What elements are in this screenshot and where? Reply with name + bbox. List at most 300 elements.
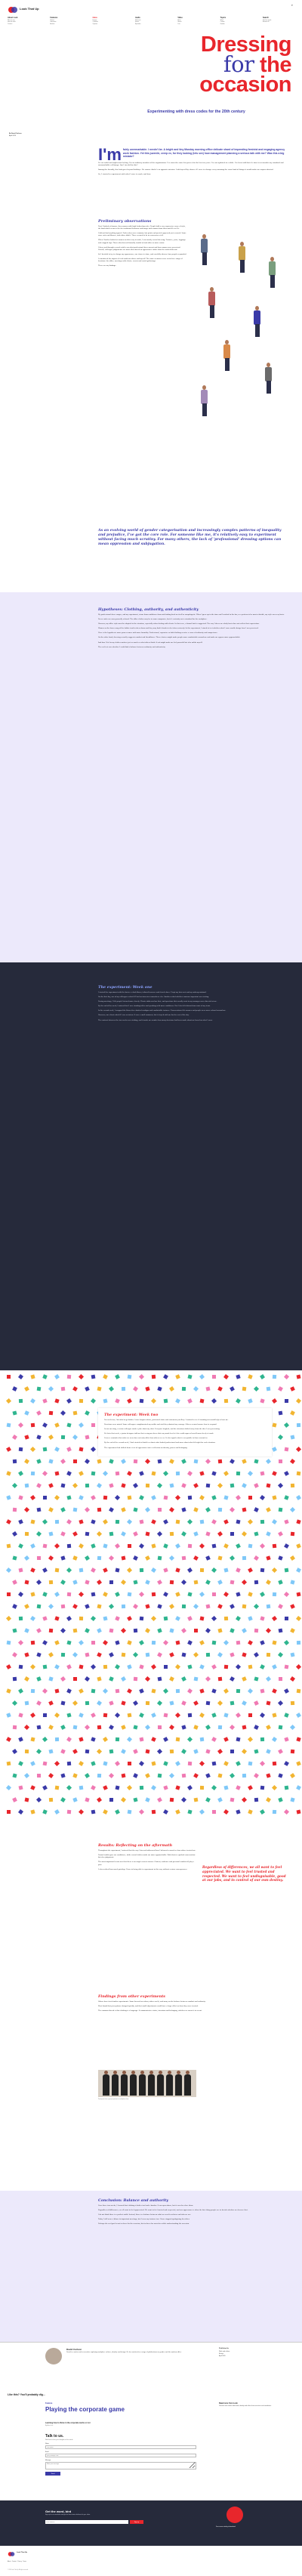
feature-title-link[interactable]: Playing the corporate game xyxy=(45,2406,125,2413)
confetti-shape xyxy=(121,1797,126,1802)
confetti-shape xyxy=(242,1652,246,1657)
confetti-shape xyxy=(248,1496,252,1500)
paragraph: Today I still wear a blazer to important meetings, but I wear my trainers too. I have stopped apologising for either. xyxy=(98,2219,190,2221)
photo-figure xyxy=(112,2074,119,2096)
confetti-shape xyxy=(163,1568,168,1572)
confetti-shape xyxy=(163,1640,168,1645)
confetti-shape xyxy=(266,1749,271,1754)
confetti-shape xyxy=(19,1399,23,1403)
nav-item[interactable]: Essays xyxy=(92,20,97,21)
confetti-shape xyxy=(91,1737,95,1741)
catalog-art-icon[interactable] xyxy=(226,2507,243,2523)
nav-item[interactable]: Find an article xyxy=(262,20,272,21)
confetti-shape xyxy=(223,1785,228,1790)
confetti-shape xyxy=(181,1749,186,1754)
confetti-shape xyxy=(205,1749,210,1753)
confetti-shape xyxy=(176,1641,180,1645)
confetti-shape xyxy=(91,1447,96,1452)
confetti-shape xyxy=(146,1484,149,1487)
confetti-shape xyxy=(109,1580,113,1584)
catalog-caption[interactable]: Free career catalog to download xyxy=(216,2526,236,2528)
paragraph: On the other hand, dressing casually suggests comfort and friendliness. These choices might make people more comfortable around me and make me appear more approachable. xyxy=(98,637,241,639)
paragraph: Here is the hypothesis: more power comes with more formality. Professional, expensive or bold clothing creates a sense of authority and competence. xyxy=(98,632,218,635)
confetti-shape xyxy=(25,1798,29,1802)
confetti-shape xyxy=(91,1761,95,1765)
confetti-shape xyxy=(175,1495,180,1500)
section-heading: Conclusion: Balance and authority xyxy=(98,2198,169,2203)
confetti-shape xyxy=(18,1592,23,1597)
confetti-shape xyxy=(211,1495,216,1500)
confetti-shape xyxy=(85,1725,90,1730)
confetti-shape xyxy=(109,1773,114,1778)
feature-label: Feature xyxy=(45,2402,53,2405)
confetti-shape xyxy=(91,1713,96,1718)
confetti-shape xyxy=(267,1484,271,1488)
confetti-shape xyxy=(151,1495,156,1500)
confetti-shape xyxy=(19,1665,23,1669)
confetti-shape xyxy=(290,1773,295,1778)
confetti-shape xyxy=(272,1471,277,1476)
confetti-shape xyxy=(72,1652,78,1657)
confetti-shape xyxy=(97,1386,101,1391)
read-more-title[interactable]: Read more from Look xyxy=(219,2402,238,2405)
confetti-shape xyxy=(79,1809,84,1815)
nav-item[interactable]: Culture xyxy=(220,21,225,23)
section-body xyxy=(98,2001,287,2012)
send-button[interactable]: Send xyxy=(45,2472,60,2476)
confetti-shape xyxy=(122,1387,125,1391)
confetti-shape xyxy=(91,1568,96,1573)
confetti-shape xyxy=(97,1459,101,1463)
confetti-shape xyxy=(66,1471,72,1476)
confetti-shape xyxy=(79,1399,83,1403)
confetti-shape xyxy=(61,1653,65,1657)
person-figure xyxy=(264,363,273,394)
confetti-shape xyxy=(248,1544,253,1549)
paragraph: For week two, I decided to go bolder. I wore bright colours, patterned shirts and statement jewellery. I wanted to see if standing out would help or hurt me. xyxy=(104,1419,229,1421)
confetti-shape xyxy=(103,1737,108,1742)
confetti-shape xyxy=(103,1665,107,1669)
confetti-shape xyxy=(182,1605,186,1608)
person-figure xyxy=(238,242,246,273)
confetti-shape xyxy=(242,1556,246,1560)
confetti-shape xyxy=(103,1519,108,1524)
confetti-shape xyxy=(6,1447,11,1452)
author-side-item[interactable]: Essays xyxy=(219,2353,224,2355)
confetti-shape xyxy=(66,1640,71,1645)
confetti-shape xyxy=(60,1555,65,1560)
confetti-shape xyxy=(230,1798,235,1802)
confetti-shape xyxy=(272,1398,277,1404)
confetti-shape xyxy=(79,1447,84,1452)
confetti-shape xyxy=(139,1688,144,1694)
confetti-shape xyxy=(103,1374,108,1379)
confetti-shape xyxy=(85,1773,90,1778)
confetti-shape xyxy=(206,1653,210,1657)
confetti-shape xyxy=(169,1604,174,1609)
search-icon[interactable]: ⌕ xyxy=(291,3,293,7)
footer-logo-icon[interactable] xyxy=(8,2550,15,2558)
confetti-shape xyxy=(223,1809,229,1815)
confetti-shape xyxy=(236,1520,241,1524)
confetti-shape xyxy=(181,1531,186,1537)
confetti-shape xyxy=(30,1616,35,1621)
paragraph: I started the experiment with the basics: a dark blazer, tailored trousers and closed shoes. I kept my hair neat and my makeup minimal. xyxy=(98,992,207,993)
newsletter-subtitle: Sign up for our newsletter and get the latest stories delivered to your inbox. xyxy=(45,2514,91,2516)
confetti-shape xyxy=(223,1568,228,1572)
confetti-shape xyxy=(145,1555,150,1561)
confetti-shape xyxy=(42,1737,48,1742)
confetti-shape xyxy=(7,1641,11,1645)
confetti-shape xyxy=(284,1640,289,1645)
confetti-shape xyxy=(199,1374,205,1379)
confetti-shape xyxy=(7,1592,11,1596)
confetti-shape xyxy=(211,1398,217,1404)
nav-item[interactable]: Work xyxy=(220,20,223,21)
confetti-shape xyxy=(175,1664,180,1669)
confetti-shape xyxy=(218,1677,222,1681)
confetti-shape xyxy=(272,1785,277,1790)
confetti-shape xyxy=(285,1447,289,1452)
nav-item[interactable]: Films xyxy=(177,20,181,21)
confetti-shape xyxy=(242,1605,247,1609)
confetti-shape xyxy=(260,1398,264,1403)
nav-item[interactable]: Archive xyxy=(50,23,55,25)
confetti-shape xyxy=(170,1532,174,1536)
site-logo-icon[interactable] xyxy=(8,5,18,15)
confetti-shape xyxy=(151,1688,156,1693)
confetti-shape xyxy=(187,1664,192,1669)
nav-item[interactable]: Contact xyxy=(8,23,13,25)
confetti-shape xyxy=(284,1374,289,1379)
confetti-shape xyxy=(67,1810,71,1814)
confetti-shape xyxy=(260,1568,265,1573)
confetti-shape xyxy=(212,1641,217,1645)
confetti-shape xyxy=(193,1507,198,1512)
confetti-shape xyxy=(18,1713,23,1717)
confetti-shape xyxy=(158,1774,162,1778)
confetti-shape xyxy=(199,1471,204,1475)
confetti-shape xyxy=(284,1495,288,1500)
confetti-shape xyxy=(12,1435,17,1440)
confetti-shape xyxy=(109,1725,114,1730)
footer-links: About · Contact · Privacy · Terms xyxy=(8,2561,26,2562)
nav-title[interactable]: Ideas xyxy=(92,17,97,19)
confetti-shape xyxy=(267,1605,271,1609)
confetti-shape xyxy=(187,1519,193,1524)
intro-body xyxy=(98,162,287,176)
confetti-shape xyxy=(7,1375,11,1379)
confetti-shape xyxy=(12,1531,17,1537)
confetti-shape xyxy=(43,1665,48,1669)
confetti-shape xyxy=(121,1531,126,1537)
confetti-shape xyxy=(54,1543,60,1549)
confetti-shape xyxy=(224,1665,228,1669)
paragraph: Over these two weeks, I learned that clothing is both a tool and a burden. It can open doors, but it can also close them. xyxy=(98,2205,193,2207)
confetti-shape xyxy=(199,1713,205,1718)
confetti-shape xyxy=(217,1483,223,1488)
confetti-shape xyxy=(181,1483,186,1488)
confetti-shape xyxy=(24,1507,29,1512)
confetti-shape xyxy=(242,1628,247,1633)
nav-item[interactable]: Live xyxy=(177,23,180,25)
byline-author[interactable]: By David Carlson xyxy=(9,133,22,134)
confetti-shape xyxy=(13,1508,17,1512)
name-input[interactable] xyxy=(45,2445,196,2449)
confetti-shape xyxy=(200,1617,205,1621)
confetti-shape xyxy=(169,1483,174,1487)
confetti-shape xyxy=(85,1628,90,1633)
confetti-shape xyxy=(272,1640,276,1645)
confetti-shape xyxy=(30,1664,35,1669)
confetti-shape xyxy=(254,1798,258,1802)
nav-item[interactable]: Columns xyxy=(92,21,98,23)
nav-item[interactable]: How we work xyxy=(8,21,16,23)
photo-figure xyxy=(166,2074,173,2096)
confetti-shape xyxy=(37,1508,42,1512)
confetti-shape xyxy=(266,1580,271,1585)
confetti-shape xyxy=(230,1701,235,1706)
site-name[interactable]: Look That Up xyxy=(20,7,39,11)
nav-item[interactable]: Opinion xyxy=(92,23,97,25)
confetti-shape xyxy=(163,1761,168,1765)
confetti-shape xyxy=(248,1471,253,1476)
confetti-shape xyxy=(133,1531,138,1537)
confetti-shape xyxy=(170,1580,174,1584)
confetti-shape xyxy=(55,1472,60,1476)
confetti-shape xyxy=(182,1774,186,1778)
confetti-shape xyxy=(236,1472,240,1475)
confetti-shape xyxy=(205,1531,210,1536)
experiment-two-card xyxy=(98,1408,272,1456)
paragraph: Formal outfits gave me confidence, while casual clothes made me more approachable. Bold choices sparked conversation but also judgement. xyxy=(98,1855,196,1859)
nav-title[interactable]: Search xyxy=(262,17,269,19)
confetti-shape xyxy=(7,1810,11,1814)
confetti-shape xyxy=(61,1387,66,1391)
nav-column xyxy=(50,17,82,25)
confetti-shape xyxy=(260,1761,265,1766)
confetti-shape xyxy=(254,1629,258,1632)
confetti-shape xyxy=(236,1641,241,1645)
confetti-shape xyxy=(242,1725,247,1730)
nav-title[interactable]: Audio xyxy=(134,17,140,19)
author-name[interactable]: David Carlson xyxy=(66,2348,82,2351)
confetti-shape xyxy=(18,1422,23,1428)
confetti-shape xyxy=(122,1556,126,1561)
author-side-title: Published in xyxy=(219,2348,230,2349)
confetti-shape xyxy=(211,1616,217,1621)
confetti-shape xyxy=(79,1665,84,1669)
confetti-shape xyxy=(169,1507,174,1512)
confetti-shape xyxy=(72,1531,78,1537)
confetti-shape xyxy=(109,1676,113,1681)
confetti-shape xyxy=(85,1676,90,1682)
confetti-shape xyxy=(79,1617,83,1620)
confetti-shape xyxy=(194,1629,198,1632)
confetti-shape xyxy=(54,1374,60,1379)
confetti-shape xyxy=(175,1809,180,1815)
experiment-one-band xyxy=(0,962,302,1370)
confetti-shape xyxy=(248,1713,252,1717)
confetti-shape xyxy=(205,1555,211,1561)
confetti-shape xyxy=(188,1762,192,1765)
confetti-shape xyxy=(145,1725,150,1730)
confetti-shape xyxy=(193,1386,199,1391)
confetti-shape xyxy=(193,1531,198,1536)
confetti-shape xyxy=(36,1628,42,1633)
confetti-shape xyxy=(169,1555,174,1561)
nav-item[interactable]: Series xyxy=(134,21,140,23)
confetti-shape xyxy=(145,1797,150,1802)
pull-quote: As an evolving world of gender categorisation and increasingly complex patterns of inequality and prejudice, I've got the core role. For someone like me, it's relatively easy to experiment without facing much scrutiny. For many others, the lack of 'professional' dressing options can mean oppression and subjugation. xyxy=(98,529,282,546)
message-label: Message xyxy=(45,2460,51,2461)
paragraph: However, my office style must be adapted to the situation, especially when dealing with clients. In that case, a formal look is suggested. The way I dress on a daily basis does not reflect that expectation. xyxy=(98,623,260,625)
nav-title[interactable]: Topics xyxy=(220,17,226,19)
footer-link[interactable]: Contact xyxy=(11,2561,17,2562)
confetti-shape xyxy=(43,1713,47,1717)
confetti-shape xyxy=(272,1713,276,1717)
confetti-shape xyxy=(260,1592,265,1597)
footer-link[interactable]: Terms xyxy=(23,2561,26,2562)
confetti-shape xyxy=(12,1386,17,1391)
confetti-shape xyxy=(169,1773,174,1778)
confetti-shape xyxy=(140,1520,144,1524)
confetti-shape xyxy=(30,1447,35,1452)
confetti-shape xyxy=(206,1701,211,1706)
confetti-shape xyxy=(278,1749,283,1754)
confetti-shape xyxy=(291,1532,294,1536)
confetti-shape xyxy=(60,1676,66,1682)
confetti-shape xyxy=(217,1628,222,1632)
confetti-shape xyxy=(248,1688,253,1694)
nav-item[interactable]: Interviews xyxy=(50,21,57,23)
confetti-shape xyxy=(157,1628,162,1632)
paragraph: Reactions were mixed. Some colleagues complimented my outfits and said they admired my courage. Others seemed unsure how to respond. xyxy=(104,1424,217,1426)
confetti-shape xyxy=(128,1375,132,1379)
author-side-item[interactable]: Work and culture xyxy=(219,2351,230,2352)
confetti-shape xyxy=(36,1797,42,1802)
nav-item[interactable]: Stories xyxy=(50,20,54,21)
confetti-shape xyxy=(279,1629,283,1633)
confetti-shape xyxy=(66,1422,71,1427)
confetti-shape xyxy=(212,1762,217,1766)
confetti-shape xyxy=(152,1810,156,1814)
footer-site-name[interactable]: Look That Up xyxy=(17,2552,27,2553)
confetti-shape xyxy=(236,1398,241,1404)
confetti-shape xyxy=(200,1786,204,1790)
section-body xyxy=(98,992,287,1022)
confetti-shape xyxy=(146,1653,150,1657)
confetti-shape xyxy=(248,1592,252,1596)
confetti-shape xyxy=(30,1374,35,1379)
message-textarea[interactable] xyxy=(45,2462,196,2469)
confetti-shape xyxy=(266,1531,271,1537)
nav-title[interactable]: About Look xyxy=(8,17,18,19)
confetti-shape xyxy=(194,1459,199,1464)
confetti-shape xyxy=(260,1374,265,1379)
confetti-shape xyxy=(266,1507,271,1512)
confetti-shape xyxy=(218,1459,222,1463)
confetti-shape xyxy=(116,1786,120,1790)
confetti-shape xyxy=(133,1749,138,1754)
confetti-shape xyxy=(122,1605,125,1608)
confetti-shape xyxy=(67,1544,71,1548)
confetti-shape xyxy=(175,1785,180,1790)
confetti-shape xyxy=(297,1689,301,1694)
nav-item[interactable]: Podcasts xyxy=(134,20,141,21)
confetti-shape xyxy=(230,1386,235,1391)
confetti-shape xyxy=(296,1761,301,1766)
nav-item[interactable]: Browse all xyxy=(262,21,270,23)
confetti-shape xyxy=(291,1750,294,1753)
confetti-shape xyxy=(218,1725,222,1729)
nav-item[interactable]: Who we are xyxy=(8,20,15,21)
hero-title-line1: Dressing xyxy=(200,32,291,57)
confetti-shape xyxy=(97,1580,102,1585)
results-section xyxy=(98,1843,287,1883)
confetti-shape xyxy=(242,1797,247,1802)
confetti-shape xyxy=(170,1750,174,1753)
confetti-shape xyxy=(278,1531,283,1537)
confetti-shape xyxy=(18,1688,23,1694)
confetti-shape xyxy=(48,1749,53,1753)
contact-subtitle: We'd love to hear your thoughts on this article. xyxy=(45,2439,73,2441)
confetti-shape xyxy=(97,1797,102,1802)
confetti-shape xyxy=(157,1749,162,1754)
confetti-shape xyxy=(296,1398,301,1404)
confetti-shape xyxy=(284,1761,289,1766)
nav-item[interactable]: Shorts xyxy=(177,21,182,23)
confetti-shape xyxy=(133,1700,138,1706)
confetti-shape xyxy=(188,1544,192,1548)
nav-item[interactable]: Episodes xyxy=(134,23,141,25)
confetti-shape xyxy=(205,1773,211,1778)
confetti-shape xyxy=(66,1447,72,1452)
confetti-shape xyxy=(290,1676,295,1682)
confetti-shape xyxy=(18,1519,23,1524)
confetti-shape xyxy=(19,1786,23,1790)
confetti-shape xyxy=(109,1386,114,1391)
confetti-shape xyxy=(187,1785,193,1790)
nav-title[interactable]: Features xyxy=(50,17,58,19)
email-label: Email xyxy=(45,2451,49,2453)
nav-item[interactable]: Gender xyxy=(220,23,225,25)
email-input[interactable] xyxy=(45,2454,196,2457)
footer-link[interactable]: About xyxy=(8,2561,11,2562)
confetti-shape xyxy=(236,1713,241,1718)
newsletter-signup-button[interactable]: Sign up xyxy=(130,2520,143,2524)
confetti-shape xyxy=(61,1605,66,1609)
name-label: Name xyxy=(45,2443,49,2445)
confetti-shape xyxy=(266,1725,271,1730)
footer-link[interactable]: Privacy xyxy=(17,2561,22,2562)
section-body xyxy=(98,226,187,267)
confetti-shape xyxy=(36,1435,41,1439)
confetti-shape xyxy=(60,1628,66,1633)
confetti-shape xyxy=(152,1592,156,1596)
confetti-shape xyxy=(151,1519,156,1524)
confetti-shape xyxy=(85,1580,89,1584)
confetti-shape xyxy=(139,1471,144,1476)
paragraph: In the second week, I swapped the blazer for a knitted cardigan and comfortable trainers. Conversations felt warmer and people were more relaxed around me. xyxy=(98,1010,226,1012)
newsletter-email-input[interactable] xyxy=(45,2520,128,2524)
dropcap: I'm xyxy=(98,145,122,164)
confetti-shape xyxy=(18,1737,23,1742)
nav-title[interactable]: Video xyxy=(177,17,183,19)
confetti-shape xyxy=(217,1555,222,1560)
confetti-shape xyxy=(85,1386,90,1391)
confetti-shape xyxy=(272,1664,277,1669)
